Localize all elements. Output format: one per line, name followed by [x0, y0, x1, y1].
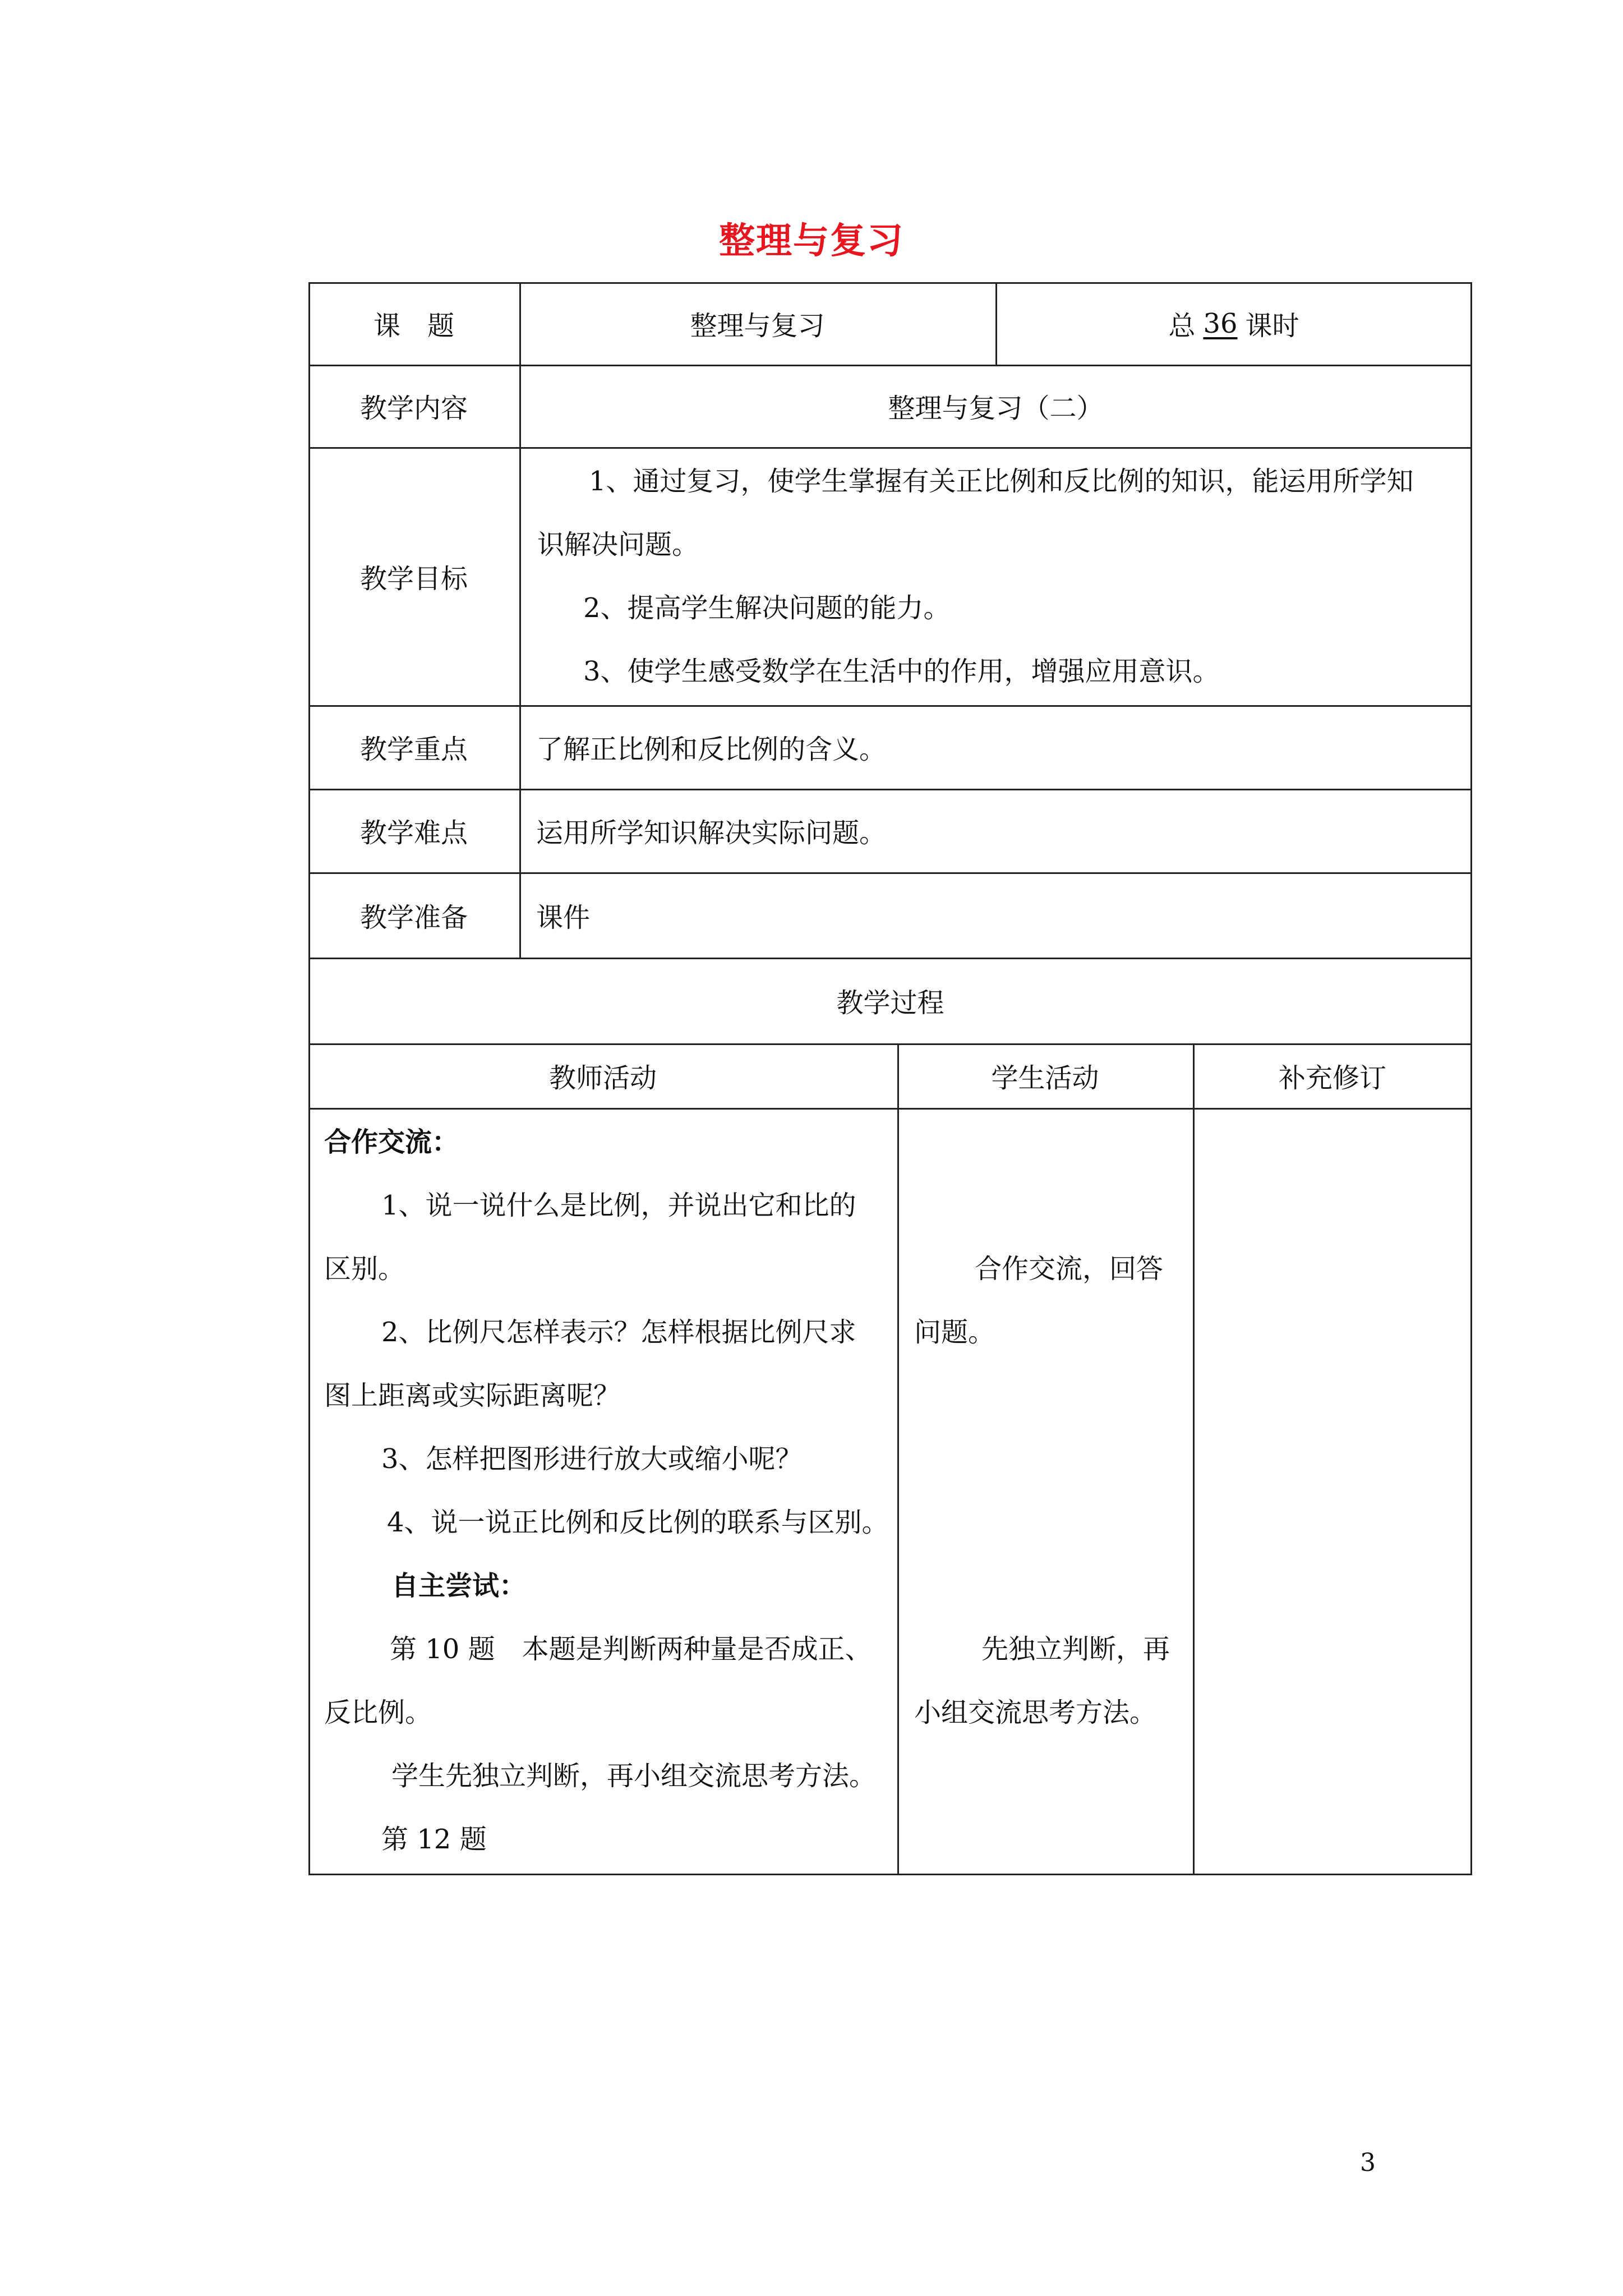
col-divider [1193, 1043, 1195, 1875]
subject-label: 课 题 [373, 310, 454, 342]
difficulty-label: 教学难点 [359, 817, 468, 849]
total-suffix: 课时 [1245, 310, 1299, 342]
teacher-line: 4、说一说正比例和反比例的联系与区别。 [387, 1507, 889, 1538]
teacher-line: 区别。 [324, 1253, 405, 1285]
difficulty-value: 运用所学知识解决实际问题。 [536, 817, 887, 849]
content-value: 整理与复习（二） [888, 393, 1104, 424]
student-line: 小组交流思考方法。 [914, 1697, 1157, 1728]
page-title: 整理与复习 [719, 220, 904, 262]
teacher-line: 3、怎样把图形进行放大或缩小呢？ [381, 1443, 803, 1475]
row-divider [308, 1108, 1472, 1110]
teacher-line: 1、说一说什么是比例，并说出它和比的 [381, 1190, 856, 1221]
page-number: 3 [1360, 2148, 1376, 2177]
total-number: 36 [1203, 307, 1238, 339]
content-label: 教学内容 [359, 393, 468, 424]
process-heading: 教学过程 [836, 987, 944, 1019]
subject-value: 整理与复习 [690, 310, 825, 342]
prep-label: 教学准备 [359, 901, 468, 933]
teacher-line: 反比例。 [324, 1697, 432, 1728]
goal-line: 1、通过复习，使学生掌握有关正比例和反比例的知识，能运用所学知 [589, 466, 1414, 497]
student-line: 合作交流，回答 [975, 1253, 1164, 1285]
col-teacher-header: 教师活动 [548, 1062, 657, 1094]
student-line: 问题。 [914, 1317, 995, 1348]
teacher-line: 学生先独立判断，再小组交流思考方法。 [391, 1760, 877, 1792]
col-divider [897, 1043, 899, 1875]
col-notes-header: 补充修订 [1278, 1062, 1386, 1094]
teacher-line: 2、比例尺怎样表示？怎样根据比例尺求 [381, 1317, 856, 1348]
prep-value: 课件 [536, 901, 591, 933]
goal-line: 2、提高学生解决问题的能力。 [583, 592, 951, 624]
total-lessons [995, 282, 1472, 365]
goals-label: 教学目标 [359, 563, 468, 595]
total-prefix: 总 [1168, 310, 1196, 342]
key-value: 了解正比例和反比例的含义。 [536, 734, 887, 765]
key-label: 教学重点 [359, 734, 468, 765]
section-heading: 自主尝试： [391, 1570, 527, 1602]
goal-line: 3、使学生感受数学在生活中的作用，增强应用意识。 [583, 656, 1220, 687]
teacher-line: 第 12 题 [381, 1824, 487, 1855]
section-heading: 合作交流： [324, 1126, 459, 1158]
student-line: 先独立判断，再 [981, 1634, 1170, 1665]
goal-line: 识解决问题。 [537, 529, 699, 560]
col-student-header: 学生活动 [991, 1062, 1099, 1094]
teacher-line: 第 10 题 本题是判断两种量是否成正、 [390, 1634, 872, 1665]
teacher-line: 图上距离或实际距离呢？ [324, 1380, 621, 1411]
